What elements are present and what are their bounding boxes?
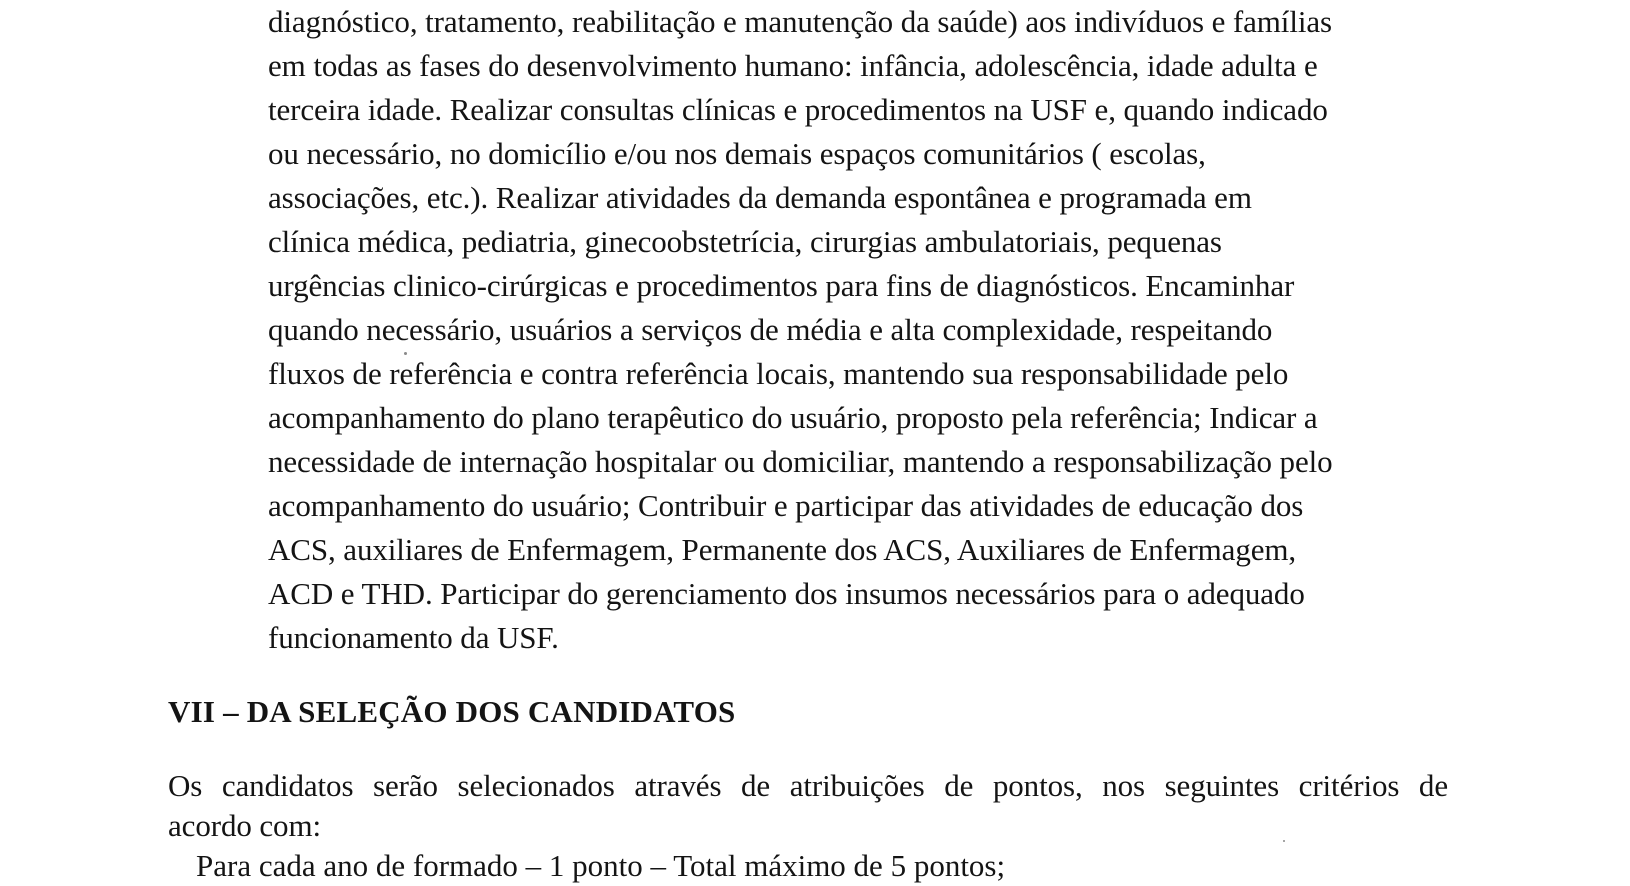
paragraph-line: clínica médica, pediatria, ginecoobstetrícia, cirurgias ambulatoriais, pequenas <box>268 224 1222 259</box>
paragraph-line: funcionamento da USF. <box>268 620 559 655</box>
paragraph-line: diagnóstico, tratamento, reabilitação e manutenção da saúde) aos indivíduos e famílias <box>268 4 1332 39</box>
paragraph-line: terceira idade. Realizar consultas clínicas e procedimentos na USF e, quando indicado <box>268 92 1328 127</box>
paragraph-line: acompanhamento do plano terapêutico do usuário, proposto pela referência; Indicar a <box>268 400 1318 435</box>
scan-speck <box>1283 840 1285 842</box>
scan-speck <box>404 352 407 355</box>
paragraph-line: necessidade de internação hospitalar ou domiciliar, mantendo a responsabilização pelo <box>268 444 1333 479</box>
paragraph-line: fluxos de referência e contra referência locais, mantendo sua responsabilidade pelo <box>268 356 1289 391</box>
selection-line-1: Os candidatos serão selecionados através de atribuições de pontos, nos seguintes critérios de <box>168 768 1448 803</box>
selection-line-2: acordo com: <box>168 808 321 843</box>
paragraph-line: ou necessário, no domicílio e/ou nos demais espaços comunitários ( escolas, <box>268 136 1206 171</box>
paragraph-line: urgências clinico-cirúrgicas e procedimentos para fins de diagnósticos. Encaminhar <box>268 268 1295 303</box>
paragraph-line: acompanhamento do usuário; Contribuir e participar das atividades de educação dos <box>268 488 1304 523</box>
paragraph-line: ACD e THD. Participar do gerenciamento dos insumos necessários para o adequado <box>268 576 1305 611</box>
paragraph-line: quando necessário, usuários a serviços de média e alta complexidade, respeitando <box>268 312 1273 347</box>
paragraph-line: ACS, auxiliares de Enfermagem, Permanente dos ACS, Auxiliares de Enfermagem, <box>268 532 1297 567</box>
section-heading: VII – DA SELEÇÃO DOS CANDIDATOS <box>168 694 736 729</box>
paragraph-line: em todas as fases do desenvolvimento humano: infância, adolescência, idade adulta e <box>268 48 1318 83</box>
partial-criteria-line: Para cada ano de formado – 1 ponto – Total máximo de 5 pontos; <box>196 848 1006 883</box>
job-duties-paragraph <box>268 0 1458 660</box>
selection-paragraph <box>168 766 1448 846</box>
paragraph-line: associações, etc.). Realizar atividades da demanda espontânea e programada em <box>268 180 1252 215</box>
